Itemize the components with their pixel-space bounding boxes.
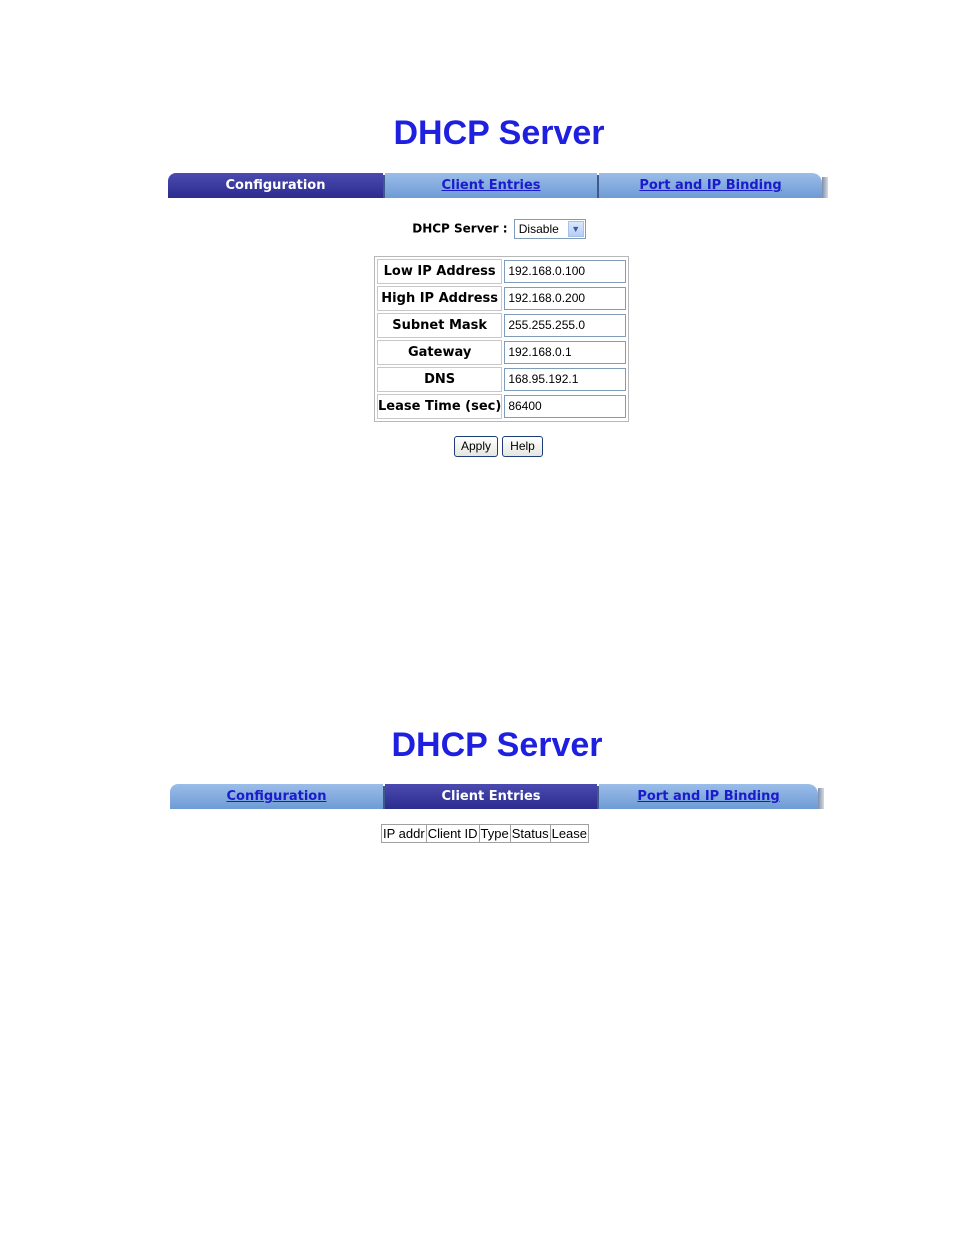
tab-port-ip-binding[interactable]: Port and IP Binding	[599, 173, 822, 198]
tab-port-ip-binding[interactable]: Port and IP Binding	[599, 784, 818, 809]
dhcp-server-row	[0, 219, 954, 239]
high-ip-input[interactable]: 192.168.0.200	[504, 287, 626, 310]
tab-configuration[interactable]: Configuration	[168, 173, 383, 198]
tab-configuration[interactable]: Configuration	[170, 784, 383, 809]
client-entries-table	[381, 824, 589, 843]
tab-bar	[170, 784, 826, 809]
config-row-lease	[377, 394, 626, 419]
config-row-high-ip	[377, 286, 626, 311]
help-button[interactable]: Help	[502, 436, 543, 457]
apply-button[interactable]: Apply	[454, 436, 498, 457]
lease-time-input[interactable]: 86400	[504, 395, 626, 418]
lease-time-label: Lease Time (sec)	[377, 394, 502, 419]
column-header-status: Status	[511, 826, 549, 841]
column-header-client-id: Client ID	[427, 826, 478, 841]
config-row-subnet	[377, 313, 626, 338]
column-header-ip-addr: IP addr	[383, 826, 425, 841]
tab-bar	[168, 173, 828, 198]
tab-bar-shadow	[822, 177, 828, 198]
page-title: DHCP Server	[391, 726, 603, 764]
config-row-low-ip	[377, 259, 626, 284]
config-table	[374, 256, 629, 422]
dhcp-server-select[interactable]	[514, 219, 586, 239]
tab-client-entries[interactable]: Client Entries	[385, 784, 597, 809]
low-ip-input[interactable]: 192.168.0.100	[504, 260, 626, 283]
column-header-type: Type	[480, 826, 509, 841]
tab-client-entries[interactable]: Client Entries	[385, 173, 597, 198]
config-row-dns	[377, 367, 626, 392]
dns-label: DNS	[377, 367, 502, 392]
dhcp-server-select-value: Disable	[518, 222, 559, 236]
high-ip-label: High IP Address	[377, 286, 502, 311]
dns-input[interactable]: 168.95.192.1	[504, 368, 626, 391]
tab-bar-shadow	[818, 788, 824, 809]
low-ip-label: Low IP Address	[377, 259, 502, 284]
config-row-gateway	[377, 340, 626, 365]
gateway-input[interactable]: 192.168.0.1	[504, 341, 626, 364]
column-header-lease: Lease	[551, 826, 588, 841]
table-header-row	[382, 825, 589, 843]
page-title: DHCP Server	[393, 114, 605, 152]
chevron-down-icon[interactable]: ▼	[568, 221, 584, 237]
subnet-mask-label: Subnet Mask	[377, 313, 502, 338]
gateway-label: Gateway	[377, 340, 502, 365]
subnet-mask-input[interactable]: 255.255.255.0	[504, 314, 626, 337]
dhcp-server-label: DHCP Server :	[412, 221, 508, 236]
